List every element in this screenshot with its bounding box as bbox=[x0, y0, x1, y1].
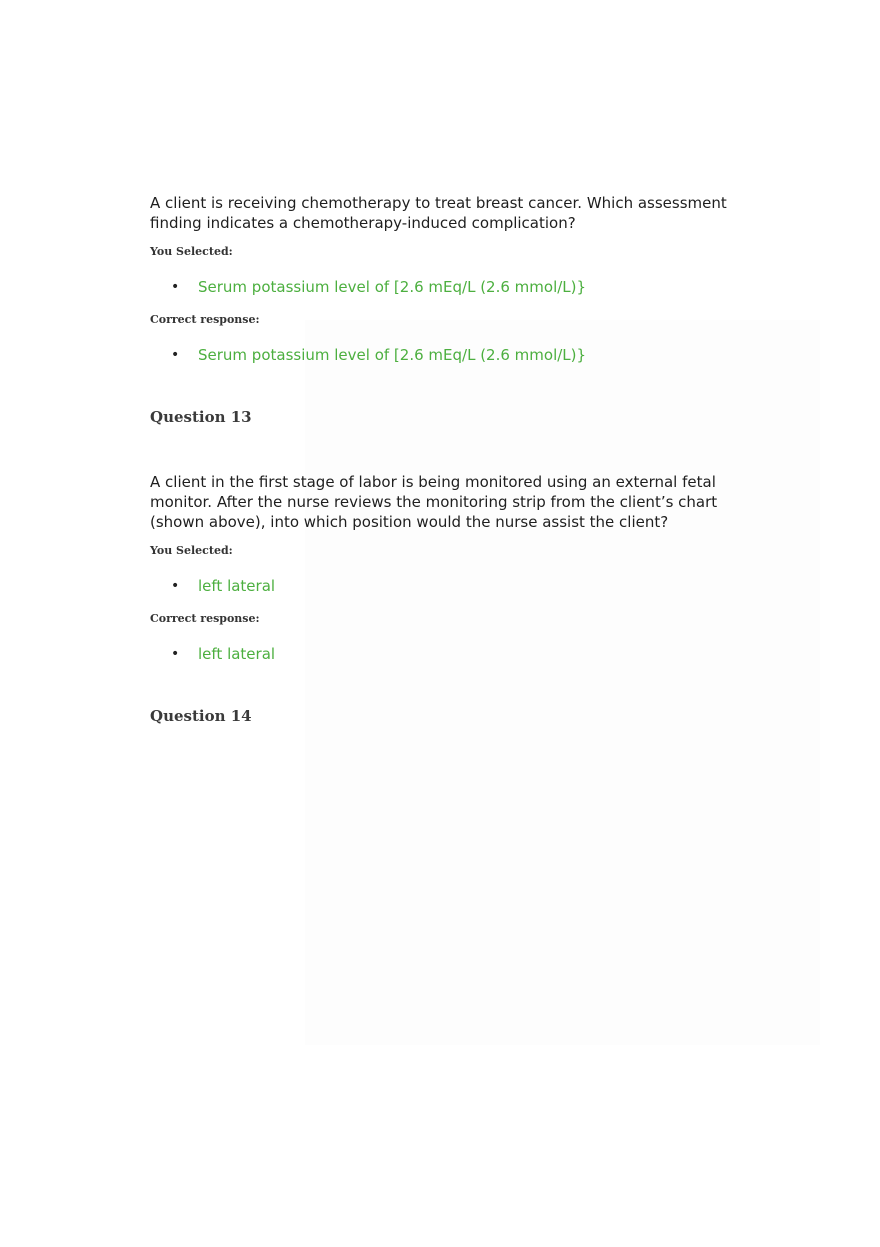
you-selected-label: You Selected: bbox=[150, 544, 233, 557]
correct-answer-list bbox=[150, 345, 750, 365]
selected-answer bbox=[150, 277, 750, 297]
correct-response-label: Correct response: bbox=[150, 313, 260, 326]
question-13-text: A client in the first stage of labor is being monitored using an external fetal monitor. After the nurse reviews the monitoring strip from the client’s chart (shown above), into which position would the nurse assist the client? bbox=[150, 473, 718, 531]
selected-answer bbox=[150, 576, 750, 596]
bullet-icon: • bbox=[171, 578, 180, 594]
correct-answer bbox=[150, 644, 750, 664]
correct-answer bbox=[150, 345, 750, 365]
question-13-heading: Question 13 bbox=[150, 408, 252, 426]
correct-answer-list bbox=[150, 644, 750, 664]
correct-answer-text: Serum potassium level of [2.6 mEq/L (2.6 mmol/L)} bbox=[198, 346, 587, 364]
document-content bbox=[150, 193, 750, 726]
selected-answer-text: left lateral bbox=[198, 577, 276, 595]
question-14-heading: Question 14 bbox=[150, 707, 252, 725]
selected-answer-list bbox=[150, 277, 750, 297]
correct-response-label: Correct response: bbox=[150, 612, 260, 625]
question-12-text: A client is receiving chemotherapy to treat breast cancer. Which assessment finding indicates a chemotherapy-induced complication? bbox=[150, 194, 727, 232]
selected-answer-text: Serum potassium level of [2.6 mEq/L (2.6 mmol/L)} bbox=[198, 278, 587, 296]
selected-answer-list bbox=[150, 576, 750, 596]
bullet-icon: • bbox=[171, 646, 180, 662]
bullet-icon: • bbox=[171, 347, 180, 363]
you-selected-label: You Selected: bbox=[150, 245, 233, 258]
correct-answer-text: left lateral bbox=[198, 645, 276, 663]
bullet-icon: • bbox=[171, 279, 180, 295]
